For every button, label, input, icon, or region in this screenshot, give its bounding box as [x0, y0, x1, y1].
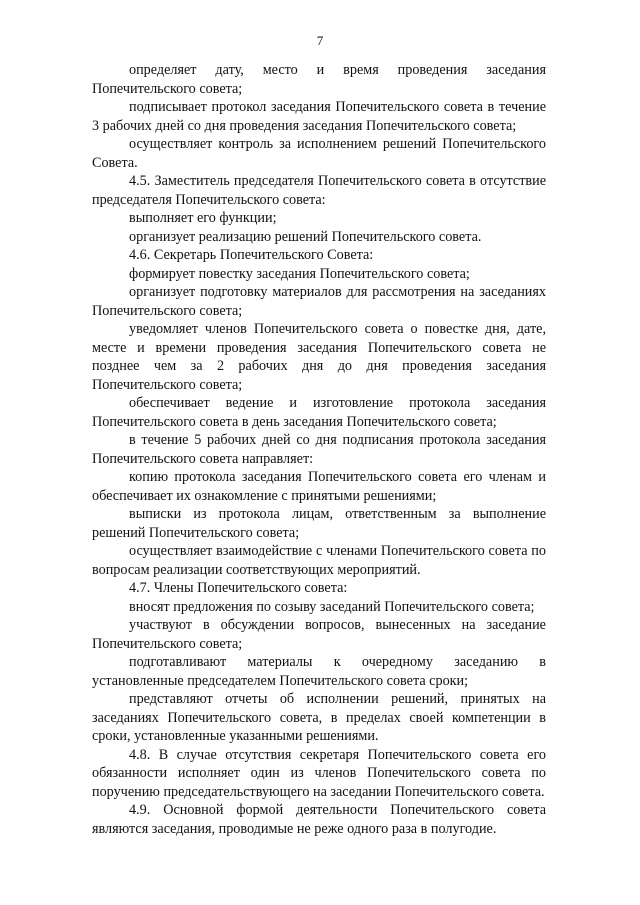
paragraph: подписывает протокол заседания Попечительского совета в течение 3 рабочих дней со дня проведения заседания Попечительского совета;	[92, 99, 546, 134]
paragraph: 4.8. В случае отсутствия секретаря Попечительского совета его обязанности исполняет один из членов Попечительского совета по поручению председательствующего на заседании Попечительского совета.	[92, 746, 546, 800]
document-body	[92, 61, 546, 838]
paragraph: 4.7. Члены Попечительского совета:	[129, 580, 348, 596]
paragraph: осуществляет контроль за исполнением решений Попечительского Совета.	[92, 136, 546, 171]
paragraph: 4.5. Заместитель председателя Попечительского совета в отсутствие председателя Попечительского совета:	[92, 173, 546, 208]
paragraph: формирует повестку заседания Попечительского совета;	[129, 265, 470, 282]
page-number: 7	[316, 33, 324, 48]
paragraph: участвуют в обсуждении вопросов, вынесенных на заседание Попечительского совета;	[92, 617, 546, 652]
paragraph: 4.9. Основной формой деятельности Попечительского совета являются заседания, проводимые не реже одного раза в полугодие.	[92, 802, 546, 837]
paragraph: подготавливают материалы к очередному заседанию в установленные председателем Попечительского совета сроки;	[92, 654, 546, 689]
paragraph: в течение 5 рабочих дней со дня подписания протокола заседания Попечительского совета направляет:	[92, 432, 546, 467]
paragraph: уведомляет членов Попечительского совета о повестке дня, дате, месте и времени проведения заседания Попечительского совета не позднее чем за 2 рабочих дня до дня проведения заседания Попечительского совета;	[92, 321, 546, 393]
paragraph: определяет дату, место и время проведения заседания Попечительского совета;	[92, 62, 546, 97]
paragraph: вносят предложения по созыву заседаний Попечительского совета;	[129, 598, 535, 615]
paragraph: обеспечивает ведение и изготовление протокола заседания Попечительского совета в день заседания Попечительского совета;	[92, 395, 546, 430]
paragraph: представляют отчеты об исполнении решений, принятых на заседаниях Попечительского совета, в пределах своей компетенции в сроки, установленные указанными решениями.	[92, 691, 546, 744]
paragraph: 4.6. Секретарь Попечительского Совета:	[129, 247, 374, 263]
paragraph: копию протокола заседания Попечительского совета его членам и обеспечивает их ознакомление с принятыми решениями;	[92, 469, 546, 504]
paragraph: выписки из протокола лицам, ответственным за выполнение решений Попечительского совета;	[92, 506, 546, 541]
paragraph: выполняет его функции;	[129, 210, 277, 226]
paragraph: организует реализацию решений Попечительского совета.	[129, 228, 482, 245]
paragraph: осуществляет взаимодействие с членами Попечительского совета по вопросам реализации соответствующих мероприятий.	[92, 543, 546, 578]
paragraph: организует подготовку материалов для рассмотрения на заседаниях Попечительского совета;	[92, 284, 546, 319]
